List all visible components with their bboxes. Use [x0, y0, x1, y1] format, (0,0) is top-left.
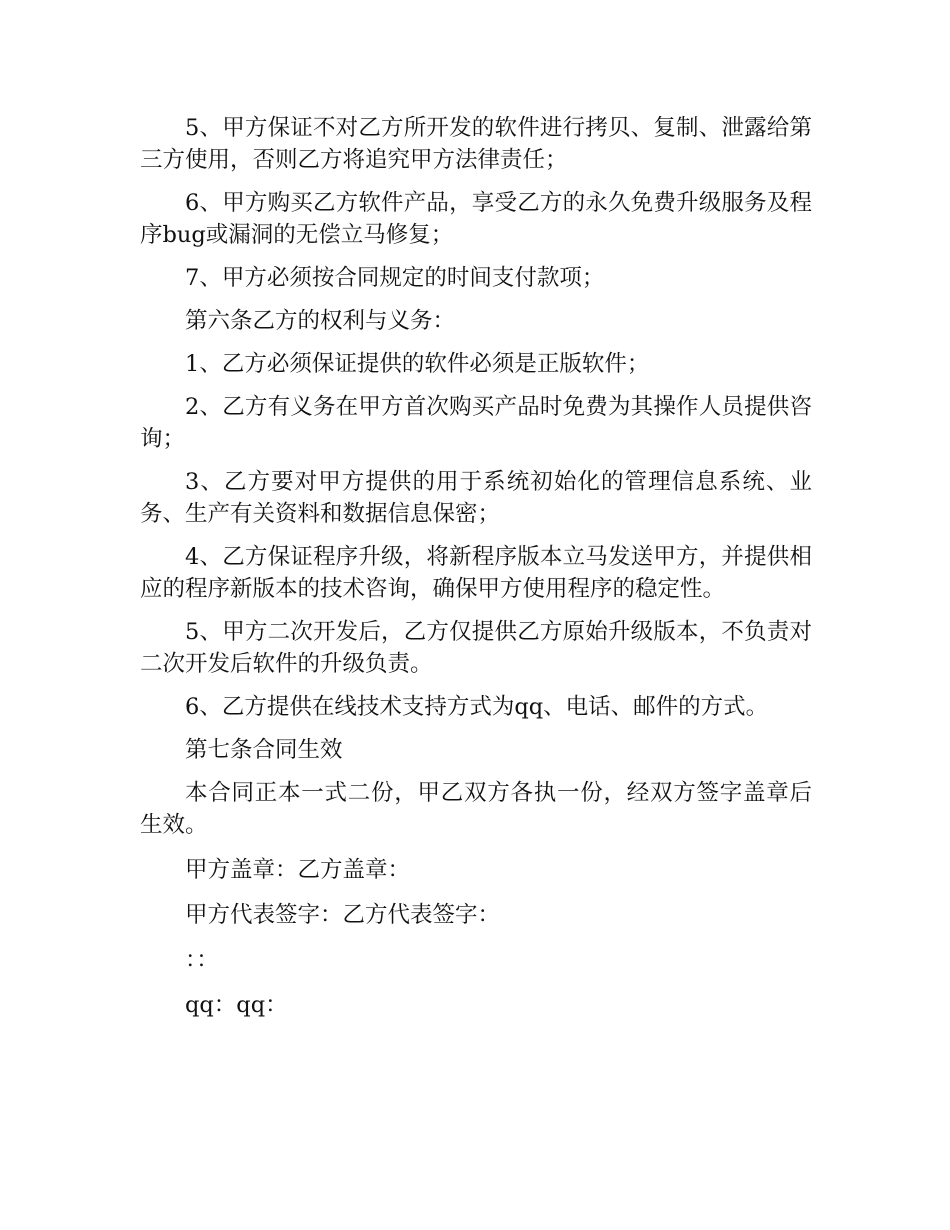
paragraph-party-b-consulting: 2、乙方有义务在甲方首次购买产品时免费为其操作人员提供咨询；: [140, 394, 812, 452]
paragraph-party-b-confidentiality: 3、乙方要对甲方提供的用于系统初始化的管理信息系统、业务、生产有关资料和数据信息保密；: [140, 469, 812, 527]
signature-blank-line: ：：: [185, 947, 219, 973]
paragraph-party-b-genuine-software: 1、乙方必须保证提供的软件必须是正版软件；: [185, 351, 650, 377]
paragraph-contract-effect: 本合同正本一式二份，甲乙双方各执一份，经双方签字盖章后生效。: [140, 780, 812, 838]
signature-representative-line: 甲方代表签字：乙方代表签字：: [185, 902, 501, 928]
paragraph-online-support: 6、乙方提供在线技术支持方式为qq、电话、邮件的方式。: [185, 694, 769, 720]
document-body: [140, 112, 812, 1032]
heading-article-six: 第六条乙方的权利与义务：: [185, 308, 456, 334]
signature-qq-line: qq：qq：: [185, 992, 288, 1018]
paragraph-party-a-free-upgrade: 6、甲方购买乙方软件产品，享受乙方的永久免费升级服务及程序bug或漏洞的无偿立马修复；: [140, 190, 812, 248]
signature-seal-line: 甲方盖章：乙方盖章：: [185, 857, 411, 883]
heading-article-seven: 第七条合同生效: [185, 737, 343, 763]
paragraph-party-b-upgrade: 4、乙方保证程序升级，将新程序版本立马发送甲方，并提供相应的程序新版本的技术咨询，确保甲方使用程序的稳定性。: [140, 544, 812, 602]
paragraph-party-a-payment: 7、甲方必须按合同规定的时间支付款项；: [185, 265, 605, 291]
paragraph-secondary-development: 5、甲方二次开发后，乙方仅提供乙方原始升级版本，不负责对二次开发后软件的升级负责。: [140, 619, 812, 677]
paragraph-party-a-no-copy: 5、甲方保证不对乙方所开发的软件进行拷贝、复制、泄露给第三方使用，否则乙方将追究甲方法律责任；: [140, 115, 812, 173]
